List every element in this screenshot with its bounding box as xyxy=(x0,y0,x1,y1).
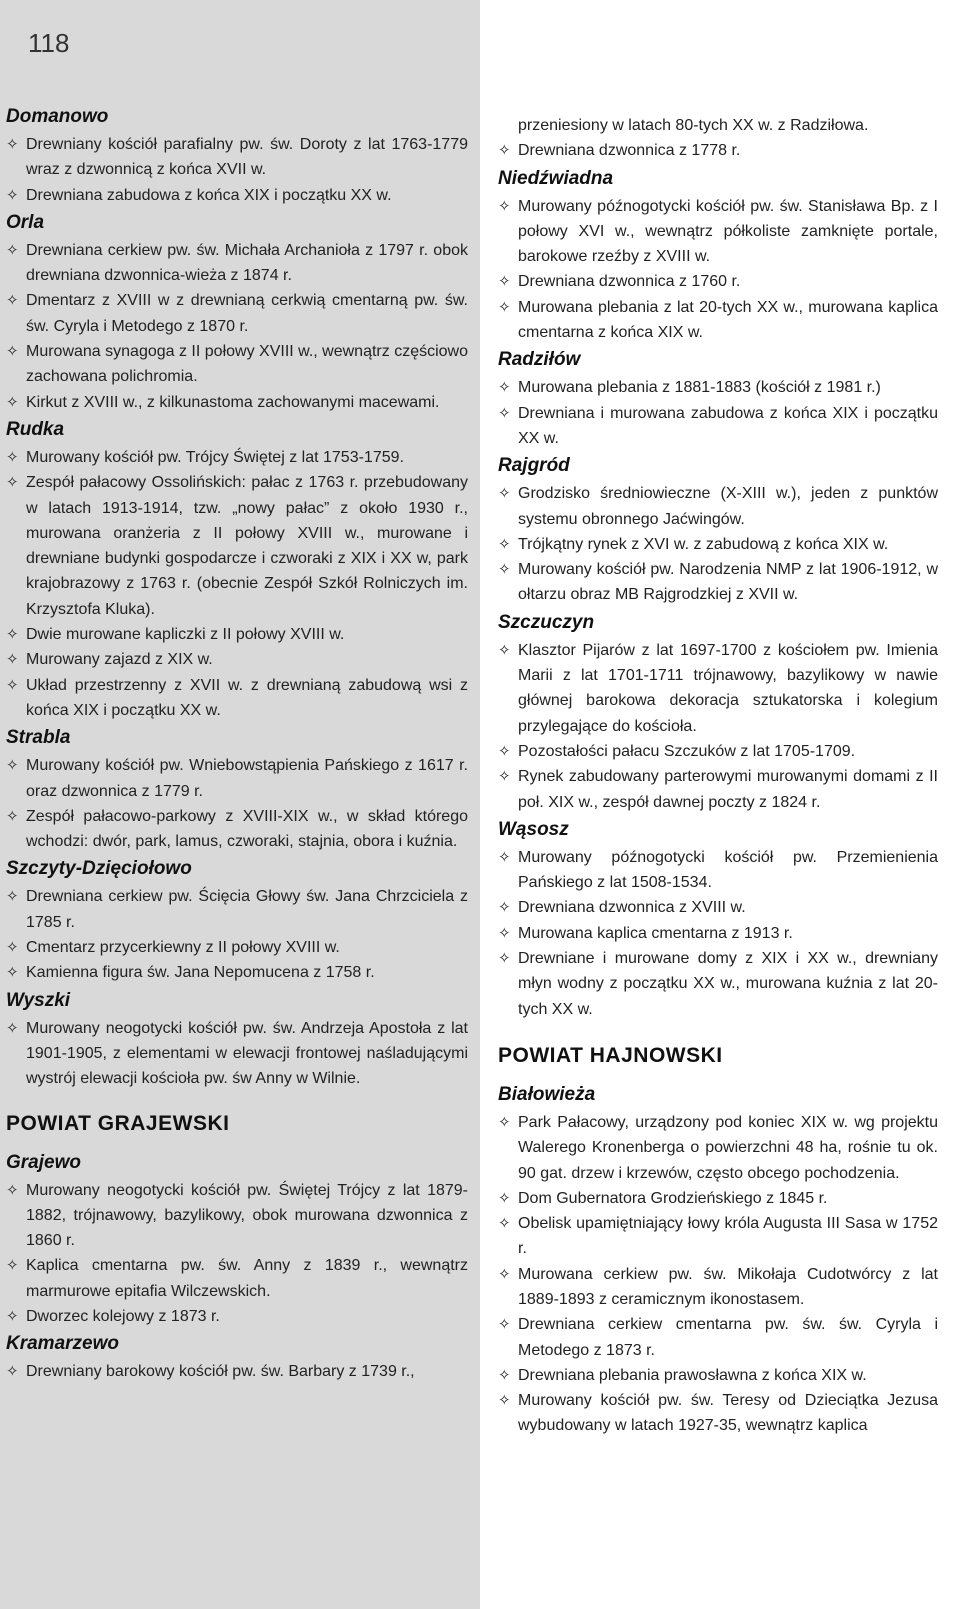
list-item-text: Klasztor Pijarów z lat 1697-1700 z kościołem pw. Imienia Marii z lat 1701-1711 trójnawowy, bazylikowy w nawie głównej barokowa dekoracja sztukatorska i kolegium przylegające do kościoła. xyxy=(518,641,938,735)
list-item xyxy=(498,921,938,946)
list-item xyxy=(6,647,468,672)
list-item-text: Rynek zabudowany parterowymi murowanymi domami z II poł. XIX w., zespół dawnej poczty z 1824 r. xyxy=(518,768,938,811)
list-item-text: Park Pałacowy, urządzony pod koniec XIX w. wg projektu Walerego Kronenberga o powierzchni 48 ha, rośnie tu ok. 90 gat. drzew i krzewów, często obcego pochodzenia. xyxy=(518,1113,938,1182)
list-item-text: Dwie murowane kapliczki z II połowy XVIII w. xyxy=(26,626,345,644)
star-bullet-icon: ✧ xyxy=(498,950,511,968)
star-bullet-icon: ✧ xyxy=(498,1189,511,1207)
star-bullet-icon: ✧ xyxy=(6,651,19,669)
list-item-text: Zespół pałacowo-parkowy z XVIII-XIX w., w skład którego wchodzi: dwór, park, lamus, czworaki, stajnia, obora i kuźnia. xyxy=(26,807,468,851)
list-item xyxy=(6,622,468,647)
list-item-text: Układ przestrzenny z XVII w. z drewnianą zabudową wsi z końca XIX i początku XX w. xyxy=(26,676,468,719)
star-bullet-icon: ✧ xyxy=(498,742,511,760)
star-bullet-icon: ✧ xyxy=(498,1316,511,1334)
right-column xyxy=(498,113,938,1439)
star-bullet-icon: ✧ xyxy=(6,393,19,411)
list-item-text: Drewniana cerkiew pw. Ścięcia Głowy św. Jana Chrzciciela z 1785 r. xyxy=(26,888,468,931)
list-item xyxy=(498,638,938,739)
place-heading: Wąsosz xyxy=(498,818,569,840)
star-bullet-icon: ✧ xyxy=(6,964,19,982)
list-item xyxy=(6,673,468,724)
section-header: POWIAT HAJNOWSKI xyxy=(498,1043,723,1067)
list-item xyxy=(6,1253,468,1304)
list-item xyxy=(498,1211,938,1262)
place-heading: Białowieża xyxy=(498,1083,596,1105)
place-heading: Wyszki xyxy=(6,989,71,1011)
star-bullet-icon: ✧ xyxy=(498,641,511,659)
list-item xyxy=(498,845,938,896)
list-item-text: Murowany kościół pw. Trójcy Świętej z lat 1753-1759. xyxy=(26,448,404,466)
list-item-text: Murowany neogotycki kościół pw. św. Andrzeja Apostoła z lat 1901-1905, z elementami w elewacji frontowej naśladującymi wystrój elewacji kościoła pw. św Anny w Wilnie. xyxy=(26,1019,468,1088)
star-bullet-icon: ✧ xyxy=(6,448,19,466)
star-bullet-icon: ✧ xyxy=(498,1366,511,1384)
list-item-text: Murowany zajazd z XIX w. xyxy=(26,651,213,669)
list-item-text: Drewniane i murowane domy z XIX i XX w., drewniany młyn wodny z początku XX w., murowana kuźnia z lat 20-tych XX w. xyxy=(518,950,938,1018)
list-item xyxy=(498,557,938,608)
list-item-text: Drewniana cerkiew cmentarna pw. św. św. Cyryla i Metodego z 1873 r. xyxy=(518,1316,938,1359)
list-item xyxy=(6,884,468,935)
star-bullet-icon: ✧ xyxy=(498,899,511,917)
list-item-text: Drewniana plebania prawosławna z końca XIX w. xyxy=(518,1366,867,1384)
list-item xyxy=(498,138,938,163)
star-bullet-icon: ✧ xyxy=(6,186,19,204)
star-bullet-icon: ✧ xyxy=(498,535,511,553)
list-item-text: Murowany kościół pw. Wniebowstąpienia Pańskiego z 1617 r. oraz dzwonnica z 1779 r. xyxy=(26,757,468,800)
list-item-text: Murowana plebania z 1881-1883 (kościół z 1981 r.) xyxy=(518,379,881,397)
place-heading: Kramarzewo xyxy=(6,1333,119,1355)
place-heading: Rajgród xyxy=(498,455,570,477)
list-item xyxy=(498,895,938,920)
place-heading: Niedźwiadna xyxy=(498,167,614,189)
place-heading: Grajewo xyxy=(6,1151,81,1173)
place-heading: Rudka xyxy=(6,418,65,440)
list-item-text: Drewniany barokowy kościół pw. św. Barbary z 1739 r., xyxy=(26,1363,415,1381)
list-item-text: Murowany późnogotycki kościół pw. św. Stanisława Bp. z I połowy XVI w., wewnątrz półkoliste zamknięte portale, barokowe rzeźby z XVIII w. xyxy=(518,197,938,266)
list-item-text: Dom Gubernatora Grodzieńskiego z 1845 r. xyxy=(518,1189,828,1207)
star-bullet-icon: ✧ xyxy=(498,848,511,866)
star-bullet-icon: ✧ xyxy=(498,142,511,160)
list-item xyxy=(498,375,938,400)
list-item xyxy=(6,183,468,208)
list-item-continuation xyxy=(498,113,938,138)
list-item xyxy=(498,1110,938,1186)
list-item xyxy=(498,194,938,270)
star-bullet-icon: ✧ xyxy=(6,1363,19,1381)
list-item xyxy=(498,739,938,764)
list-item xyxy=(6,804,468,855)
list-item xyxy=(6,960,468,985)
list-item xyxy=(498,295,938,346)
list-item xyxy=(498,1363,938,1388)
list-item xyxy=(6,1359,468,1384)
place-heading: Strabla xyxy=(6,727,71,749)
list-item xyxy=(498,269,938,294)
list-item-text: Trójkątny rynek z XVI w. z zabudową z końca XIX w. xyxy=(518,535,889,553)
section-header: POWIAT GRAJEWSKI xyxy=(6,1111,230,1135)
place-heading: Szczyty-Dzięciołowo xyxy=(6,858,192,880)
page-number: 118 xyxy=(28,28,70,58)
list-item-text: Murowany kościół pw. Narodzenia NMP z lat 1906-1912, w ołtarzu obraz MB Rajgrodzkiej z XVII w. xyxy=(518,561,938,604)
list-item-text: Zespół pałacowy Ossolińskich: pałac z 1763 r. przebudowany w latach 1913-1914, tzw. „nowy pałac” z około 1930 r., murowana oranżeria z II połowy XVIII w., murowane i drewniane budynki gospodarcze i czworaki z XIX i XX w, park krajobrazowy z 1763 r. (obecnie Zespół Szkół Rolniczych im. Krzysztofa Kluka). xyxy=(26,474,468,618)
list-item-text: Murowany późnogotycki kościół pw. Przemienienia Pańskiego z lat 1508-1534. xyxy=(518,848,938,892)
place-heading: Szczuczyn xyxy=(498,611,595,633)
list-item-text: Drewniana dzwonnica z 1778 r. xyxy=(518,142,741,160)
star-bullet-icon: ✧ xyxy=(6,292,19,310)
star-bullet-icon: ✧ xyxy=(498,1392,511,1410)
star-bullet-icon: ✧ xyxy=(6,888,19,906)
star-bullet-icon: ✧ xyxy=(498,768,511,786)
list-item-text: Murowana synagoga z II połowy XVIII w., wewnątrz częściowo zachowana polichromia. xyxy=(26,343,468,386)
list-item-text: Drewniana i murowana zabudowa z końca XIX i początku XX w. xyxy=(518,404,938,447)
star-bullet-icon: ✧ xyxy=(6,807,19,825)
list-item xyxy=(6,339,468,390)
star-bullet-icon: ✧ xyxy=(498,1265,511,1283)
list-item-text: Drewniana cerkiew pw. św. Michała Archanioła z 1797 r. obok drewniana dzwonnica-wieża z 1874 r. xyxy=(26,241,468,285)
list-item xyxy=(6,390,468,415)
star-bullet-icon: ✧ xyxy=(6,939,19,957)
list-item-text: Pozostałości pałacu Szczuków z lat 1705-1709. xyxy=(518,742,856,760)
list-item xyxy=(498,481,938,532)
star-bullet-icon: ✧ xyxy=(6,757,19,775)
star-bullet-icon: ✧ xyxy=(498,197,511,215)
list-item-text: Kamienna figura św. Jana Nepomucena z 1758 r. xyxy=(26,964,375,982)
star-bullet-icon: ✧ xyxy=(6,626,19,644)
place-heading: Domanowo xyxy=(6,106,109,127)
list-item-text: Drewniana dzwonnica z XVIII w. xyxy=(518,899,746,917)
list-item-text: Dworzec kolejowy z 1873 r. xyxy=(26,1307,220,1325)
list-item xyxy=(6,1178,468,1254)
list-item-text: Murowana plebania z lat 20-tych XX w., murowana kaplica cmentarna z końca XIX w. xyxy=(518,298,938,342)
star-bullet-icon: ✧ xyxy=(498,273,511,291)
place-heading: Radziłów xyxy=(498,349,581,371)
star-bullet-icon: ✧ xyxy=(498,1215,511,1233)
star-bullet-icon: ✧ xyxy=(498,1113,511,1131)
list-item xyxy=(6,470,468,622)
list-item-text: Drewniana dzwonnica z 1760 r. xyxy=(518,273,741,291)
list-item-text: przeniesiony w latach 80-tych XX w. z Radziłowa. xyxy=(518,117,869,134)
star-bullet-icon: ✧ xyxy=(6,474,19,492)
list-item-text: Cmentarz przycerkiewny z II połowy XVIII w. xyxy=(26,939,340,957)
list-item xyxy=(498,1388,938,1439)
star-bullet-icon: ✧ xyxy=(6,1019,19,1037)
list-item-text: Murowana kaplica cmentarna z 1913 r. xyxy=(518,924,793,942)
list-item-text: Obelisk upamiętniający łowy króla Augusta III Sasa w 1752 r. xyxy=(518,1215,938,1258)
star-bullet-icon: ✧ xyxy=(6,1257,19,1275)
list-item xyxy=(6,935,468,960)
list-item xyxy=(6,1304,468,1329)
list-item-text: Murowany kościół pw. św. Teresy od Dzieciątka Jezusa wybudowany w latach 1927-35, wewnątrz kaplica xyxy=(518,1392,938,1435)
list-item-text: Kirkut z XVIII w., z kilkunastoma zachowanymi macewami. xyxy=(26,393,440,411)
list-item xyxy=(6,288,468,339)
list-item xyxy=(498,1262,938,1313)
list-item-text: Drewniana zabudowa z końca XIX i początku XX w. xyxy=(26,186,392,204)
list-item-text: Drewniany kościół parafialny pw. św. Doroty z lat 1763-1779 wraz z dzwonnicą z końca XVII w. xyxy=(26,136,468,179)
list-item xyxy=(498,532,938,557)
list-item-text: Dmentarz z XVIII w z drewnianą cerkwią cmentarną pw. św. św. Cyryla i Metodego z 1870 r. xyxy=(26,292,468,335)
star-bullet-icon: ✧ xyxy=(6,1181,19,1199)
star-bullet-icon: ✧ xyxy=(498,379,511,397)
list-item xyxy=(6,1016,468,1092)
star-bullet-icon: ✧ xyxy=(6,241,19,259)
list-item-text: Grodzisko średniowieczne (X-XIII w.), jeden z punktów systemu obronnego Jaćwingów. xyxy=(518,485,938,528)
list-item xyxy=(498,764,938,815)
star-bullet-icon: ✧ xyxy=(498,404,511,422)
list-item xyxy=(498,946,938,1022)
list-item xyxy=(6,238,468,289)
list-item-text: Murowana cerkiew pw. św. Mikołaja Cudotwórcy z lat 1889-1893 z ceramicznym ikonostasem. xyxy=(518,1265,938,1308)
star-bullet-icon: ✧ xyxy=(498,298,511,316)
list-item xyxy=(498,401,938,452)
star-bullet-icon: ✧ xyxy=(498,924,511,942)
star-bullet-icon: ✧ xyxy=(498,485,511,503)
list-item xyxy=(6,445,468,470)
list-item xyxy=(498,1312,938,1363)
left-column xyxy=(6,102,468,1385)
place-heading: Orla xyxy=(6,211,45,233)
list-item xyxy=(6,753,468,804)
star-bullet-icon: ✧ xyxy=(6,343,19,361)
list-item xyxy=(6,132,468,183)
list-item xyxy=(498,1186,938,1211)
star-bullet-icon: ✧ xyxy=(6,676,19,694)
star-bullet-icon: ✧ xyxy=(6,1307,19,1325)
star-bullet-icon: ✧ xyxy=(6,136,19,153)
list-item-text: Kaplica cmentarna pw. św. Anny z 1839 r., wewnątrz marmurowe epitafia Wilczewskich. xyxy=(26,1257,468,1300)
list-item-text: Murowany neogotycki kościół pw. Świętej Trójcy z lat 1879-1882, trójnawowy, bazylikowy, obok murowana dzwonnica z 1860 r. xyxy=(26,1181,468,1250)
star-bullet-icon: ✧ xyxy=(498,561,511,579)
